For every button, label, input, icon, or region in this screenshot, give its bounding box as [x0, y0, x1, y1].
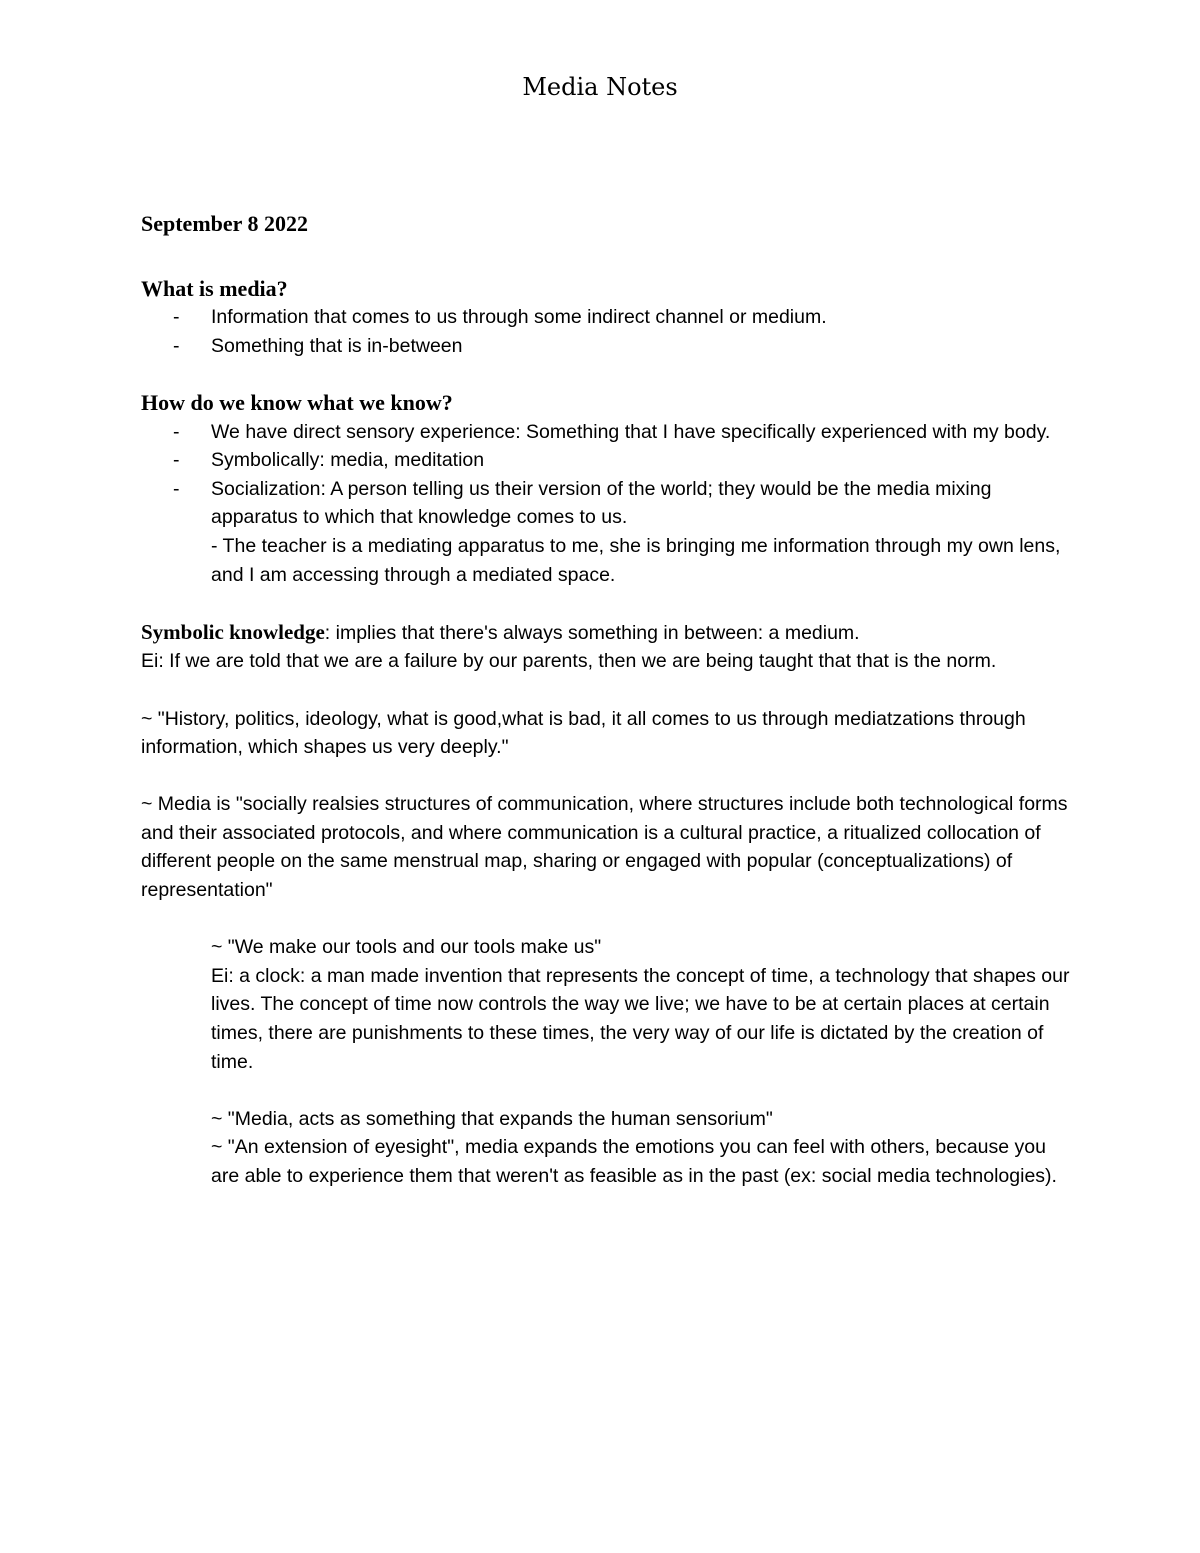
tools-quote: ~ "We make our tools and our tools make us" [211, 936, 602, 959]
date-heading: September 8 2022 [141, 211, 309, 236]
symbolic-knowledge-paragraph [141, 618, 1071, 648]
sensorium-quote: ~ "Media, acts as something that expands the human sensorium" [211, 1107, 773, 1130]
sub-list-item: - The teacher is a mediating apparatus to me, she is bringing me information through my own lens, and I am accessing through a mediated space. [211, 534, 1061, 586]
clock-example: Ei: a clock: a man made invention that represents the concept of time, a technology that shapes our lives. The concept of time now controls the way we live; we have to be at certain places at certain times, there are punishments to these times, the very way of our life is dictated by the creation of time. [211, 964, 1070, 1073]
how-do-we-know-list [141, 418, 1071, 590]
list-item-text: Information that comes to us through some indirect channel or medium. [211, 306, 827, 329]
media-definition-quote: ~ Media is "socially realsies structures of communication, where structures include both technological forms and their associated protocols, and where communication is a cultural practice, a ritualized collocation of different people on the same menstrual map, sharing or engaged with popular (conceptualizations) of representation" [141, 793, 1068, 902]
eyesight-quote: ~ "An extension of eyesight", media expands the emotions you can feel with others, because you are able to experience them that weren't as feasible as in the past (ex: social media technologies). [211, 1136, 1057, 1187]
symbolic-knowledge-term: Symbolic knowledge [141, 619, 325, 644]
list-item [141, 446, 1071, 475]
what-is-media-heading: What is media? [141, 275, 288, 301]
dash-bullet: - [173, 306, 180, 329]
symbolic-knowledge-example: Ei: If we are told that we are a failure by our parents, then we are being taught that that is the norm. [141, 650, 997, 673]
list-item-text: Symbolically: media, meditation [211, 449, 485, 472]
symbolic-knowledge-definition: : implies that there's always something in between: a medium. [324, 621, 860, 644]
history-quote: ~ "History, politics, ideology, what is good,what is bad, it all comes to us through mediatzations through information, which shapes us very deeply." [141, 707, 1026, 759]
dash-bullet: - [173, 449, 180, 472]
document-body [141, 210, 1071, 1191]
document-title: Media Notes [522, 73, 678, 101]
list-item [141, 418, 1071, 447]
what-is-media-list [141, 303, 1071, 360]
list-item [141, 332, 1071, 361]
list-item-text: Socialization: A person telling us their version of the world; they would be the media mixing apparatus to which that knowledge comes to us. [211, 477, 992, 529]
indented-block [211, 933, 1071, 1190]
dash-bullet: - [173, 420, 180, 443]
how-do-we-know-heading: How do we know what we know? [141, 389, 453, 415]
dash-bullet: - [173, 477, 180, 500]
dash-bullet: - [173, 334, 180, 357]
list-item-text: Something that is in-between [211, 334, 463, 357]
list-item [141, 475, 1071, 589]
list-item-text: We have direct sensory experience: Something that I have specifically experienced with my body. [211, 420, 1051, 443]
list-item [141, 303, 1071, 332]
